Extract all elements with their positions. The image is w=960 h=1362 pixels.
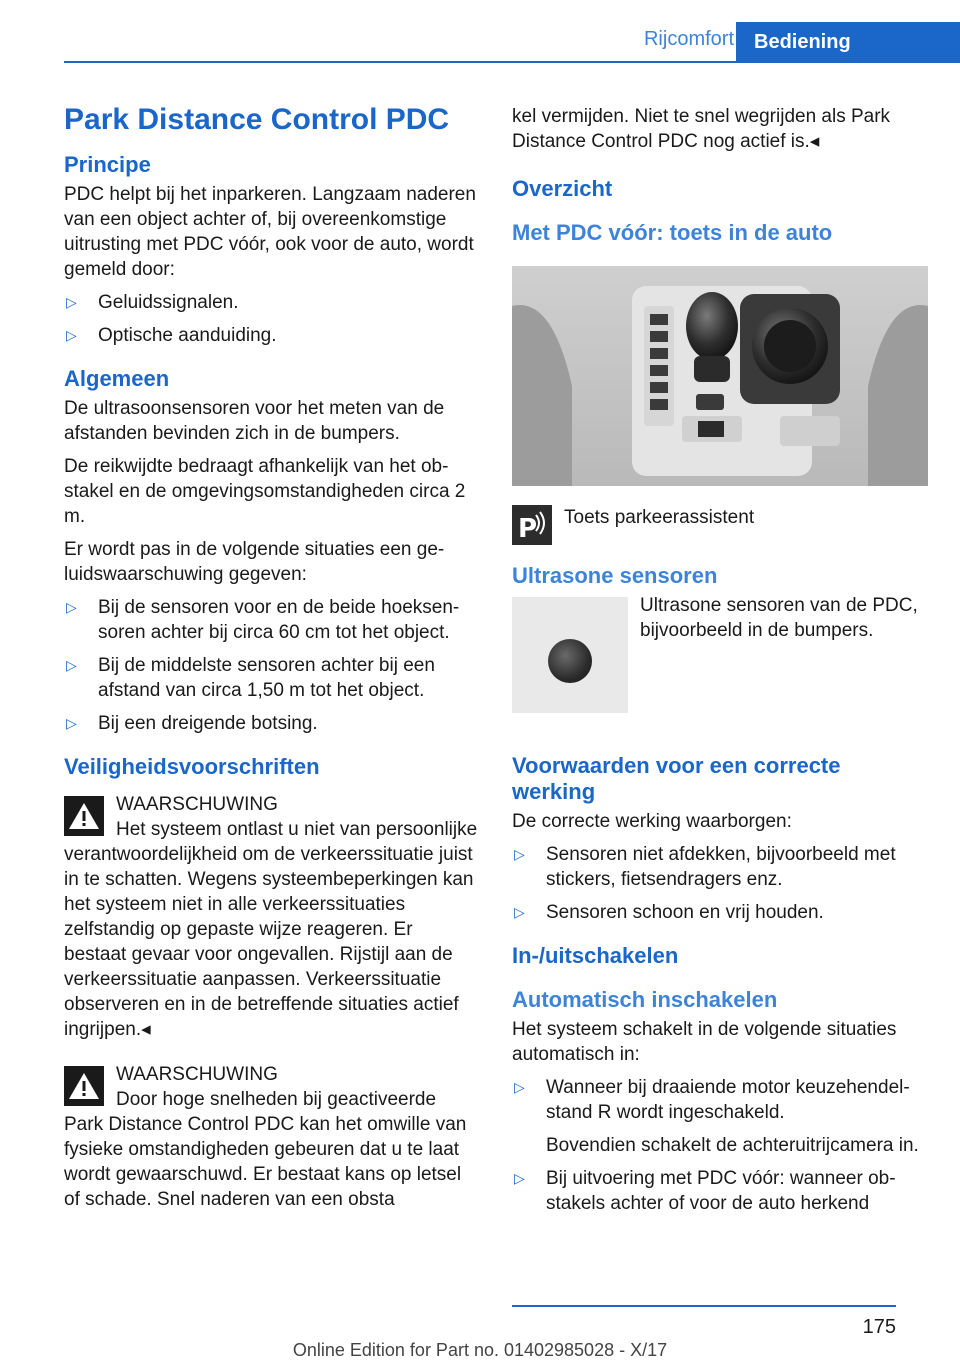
center-console-photo xyxy=(512,266,928,486)
warning-text: Door hoge snelheden bij geactiveerde Park Distance Control PDC kan het omwille van fysieke omstandigheden gebeuren dat u te laat wordt gewaarschuwd. Er bestaat kans op letsel of schade. Snel naderen van een obsta xyxy=(64,1089,467,1210)
legend-text: Toets parkeerassistent xyxy=(564,507,755,528)
warning-triangle-icon xyxy=(64,1066,104,1106)
warning-block-1 xyxy=(64,792,480,1042)
section-tab-rijcomfort[interactable]: Rijcomfort xyxy=(643,28,734,50)
auto-list xyxy=(512,1075,928,1216)
voorwaarden-list xyxy=(512,842,928,925)
bullet-icon: ▷ xyxy=(514,1170,525,1186)
parking-assistant-icon xyxy=(512,505,552,545)
list-item: ▷ Bij een dreigende botsing. xyxy=(66,713,318,734)
list-item: ▷ Bij de sensoren voor en de beide hoeksensoren achter bij circa 60 cm tot het object. xyxy=(66,597,460,643)
auto-heading: Automatisch inschakelen xyxy=(512,987,778,1012)
right-column xyxy=(512,104,928,1228)
sensor-dot xyxy=(548,639,592,683)
veiligheid-heading: Veiligheidsvoorschriften xyxy=(64,754,320,779)
left-column xyxy=(64,96,480,1212)
sensor-text: Ultrasone sensoren van de PDC, bijvoorbeeld in de bumpers. xyxy=(640,595,918,641)
footer-rule xyxy=(512,1305,896,1307)
bullet-icon: ▷ xyxy=(514,1079,525,1095)
page-number: 175 xyxy=(862,1316,896,1338)
sensor-photo xyxy=(512,597,628,713)
list-item: ▷ Geluidssignalen. xyxy=(66,292,239,313)
bullet-icon: ▷ xyxy=(66,599,77,615)
algemeen-list xyxy=(64,595,480,736)
warning-text: Het systeem ontlast u niet van persoonlijke verantwoordelijkheid om de verkeerssituatie juist in te schatten. Wegens systeembeperkingen kan het systeem niet in alle verkeerssituaties zelfstandig op gepaste wijze reageren. Er bestaat gevaar voor ongevallen. Rijstijl aan de verkeerssituatie aanpassen. Verkeerssituatie observeren en in de betreffende situaties actief ingrijpen.◂ xyxy=(64,819,478,1040)
algemeen-paragraph: Er wordt pas in de volgende situaties een geluidswaarschuwing gegeven: xyxy=(64,539,445,585)
sensor-block xyxy=(512,593,928,713)
algemeen-paragraph: De ultrasoonsensoren voor het meten van de afstanden bevinden zich in de bumpers. xyxy=(64,398,445,444)
section-tab-bediening[interactable]: Bediening xyxy=(736,22,960,62)
list-item-extra: Bovendien schakelt de achteruitrijcamera in. xyxy=(546,1135,919,1156)
bullet-icon: ▷ xyxy=(66,294,77,310)
list-item: ▷ Bij de middelste sensoren achter bij een afstand van circa 1,50 m tot het object. xyxy=(66,655,435,701)
bullet-icon: ▷ xyxy=(66,715,77,731)
list-item: ▷ Sensoren niet afdekken, bijvoorbeeld met stickers, fietsendragers enz. xyxy=(514,844,896,890)
warning-label: WAARSCHUWING xyxy=(116,1064,278,1085)
algemeen-heading: Algemeen xyxy=(64,366,170,391)
legend-parking-assistant xyxy=(512,505,928,545)
edition-footer: Online Edition for Part no. 01402985028 - X/17 xyxy=(292,1340,668,1360)
principe-heading: Principe xyxy=(64,152,151,177)
voorwaarden-text: De correcte werking waarborgen: xyxy=(512,811,792,832)
list-item: ▷ Sensoren schoon en vrij houden. xyxy=(514,902,824,923)
overzicht-heading: Overzicht xyxy=(512,176,613,201)
principe-text: PDC helpt bij het inparkeren. Langzaam naderen van een object achter of, bij overeenkomstige uitrusting met PDC vóór, ook voor de auto, wordt gemeld door: xyxy=(64,184,476,280)
bullet-icon: ▷ xyxy=(514,846,525,862)
list-item: ▷ Optische aanduiding. xyxy=(66,325,277,346)
pdc-front-heading: Met PDC vóór: toets in de auto xyxy=(512,220,833,245)
continuation-text: kel vermijden. Niet te snel wegrijden als Park Distance Control PDC nog actief is.◂ xyxy=(512,106,891,152)
page-title: Park Distance Control PDC xyxy=(64,103,450,136)
list-item: ▷ Bij uitvoering met PDC vóór: wanneer obstakels achter of voor de auto herkend xyxy=(514,1168,896,1214)
bullet-icon: ▷ xyxy=(66,657,77,673)
header-rule xyxy=(64,61,960,63)
auto-text: Het systeem schakelt in de volgende situaties automatisch in: xyxy=(512,1019,897,1065)
bullet-icon: ▷ xyxy=(514,904,525,920)
principe-list xyxy=(64,290,480,348)
algemeen-paragraph: De reikwijdte bedraagt afhankelijk van het obstakel en de omgevingsomstandigheden circa 2 m. xyxy=(64,456,466,527)
voorwaarden-heading: Voorwaarden voor een correcte werking xyxy=(512,753,841,804)
warning-block-2 xyxy=(64,1062,480,1212)
bullet-icon: ▷ xyxy=(66,327,77,343)
warning-triangle-icon xyxy=(64,796,104,836)
warning-label: WAARSCHUWING xyxy=(116,794,278,815)
page-header xyxy=(0,22,960,62)
svg-text:P: P xyxy=(518,514,538,544)
inuit-heading: In-/uitschakelen xyxy=(512,943,679,968)
ultrasone-heading: Ultrasone sensoren xyxy=(512,563,718,588)
list-item: ▷ Wanneer bij draaiende motor keuzehendelstand R wordt ingeschakeld. Bovendien schakelt de achteruitrijcamera in. xyxy=(512,1075,928,1158)
